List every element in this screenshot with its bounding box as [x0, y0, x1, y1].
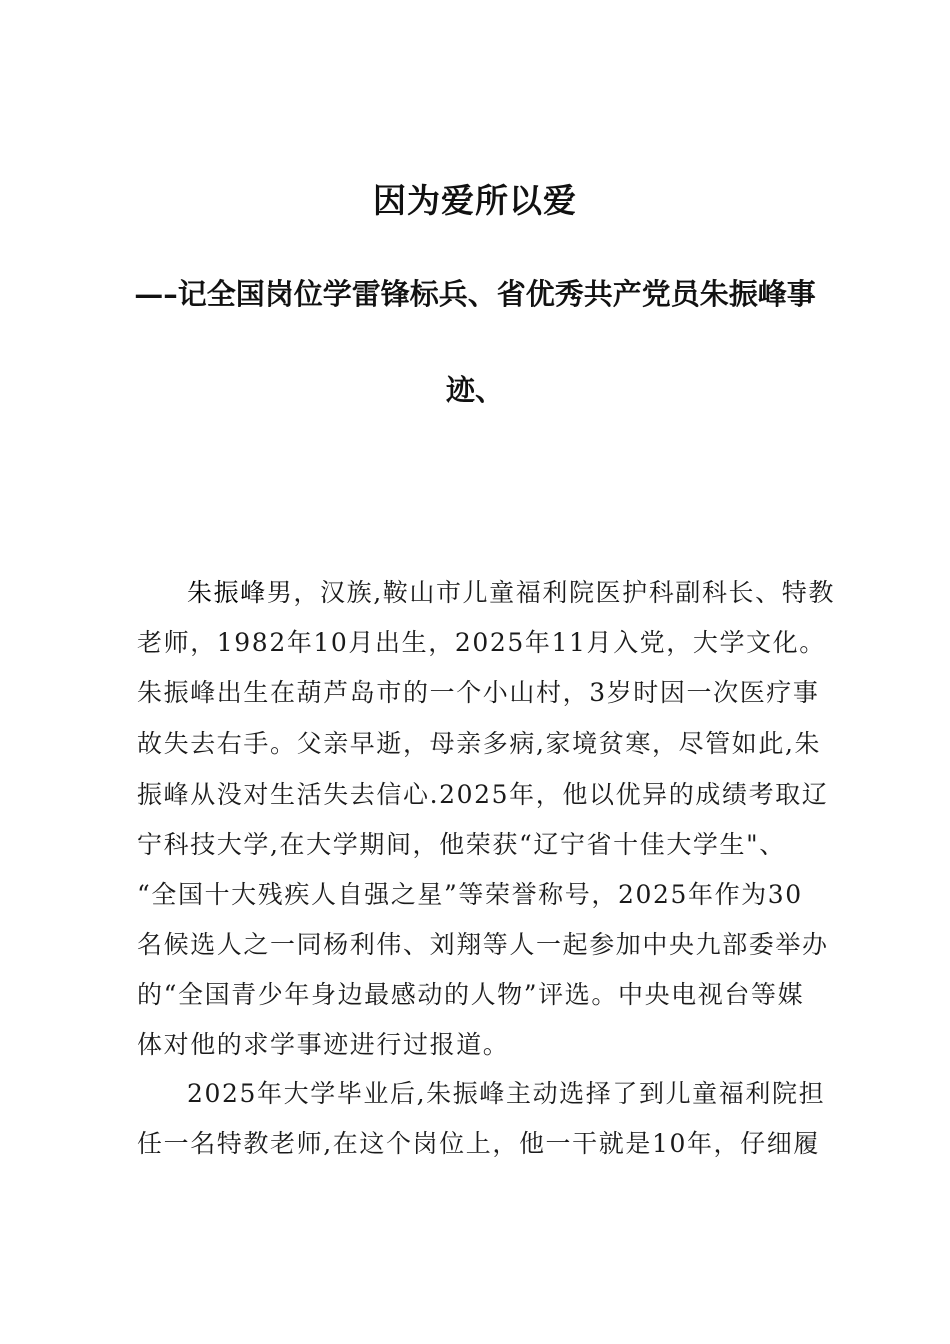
paragraph-1-line-5: 振峰从没对生活失去信心.2025年，他以优异的成绩考取辽: [137, 780, 829, 809]
person-name: 朱振峰: [187, 578, 267, 607]
paragraph-2-line-2: 任一名特教老师,在这个岗位上，他一干就是10年，仔细履: [137, 1129, 820, 1158]
paragraph-1-line-10: 体对他的求学事迹进行过报道。: [137, 1030, 510, 1059]
paragraph-1-line-2: 老师，1982年10月出生，2025年11月入党，大学文化。: [137, 628, 826, 657]
paragraph-1-line-3: 朱振峰出生在葫芦岛市的一个小山村，3岁时因一次医疗事: [137, 678, 820, 707]
document-subtitle-line-2: 迹、: [445, 373, 504, 407]
paragraph-1-line-4: 故失去右手。父亲早逝，母亲多病,家境贫寒，尽管如此,朱: [137, 729, 822, 758]
document-subtitle-line-1: —–记全国岗位学雷锋标兵、省优秀共产党员朱振峰事: [134, 277, 816, 311]
paragraph-1-line-8: 名候选人之一同杨利伟、刘翔等人一起参加中央九部委举办: [137, 930, 829, 959]
document-title: 因为爱所以爱: [373, 181, 577, 220]
paragraph-2-line-1: 2025年大学毕业后,朱振峰主动选择了到儿童福利院担: [187, 1079, 826, 1108]
paragraph-1-line-6: 宁科技大学,在大学期间，他荣获“辽宁省十佳大学生"、: [137, 830, 786, 859]
paragraph-1-line-9: 的“全国青少年身边最感动的人物”评选。中央电视台等媒: [137, 980, 805, 1009]
paragraph-1-line-1: [187, 576, 877, 610]
paragraph-1-line-1-text: 男，汉族,鞍山市儿童福利院医护科副科长、特教: [266, 578, 835, 607]
paragraph-1-line-7: “全国十大残疾人自强之星”等荣誉称号，2025年作为30: [137, 880, 803, 909]
